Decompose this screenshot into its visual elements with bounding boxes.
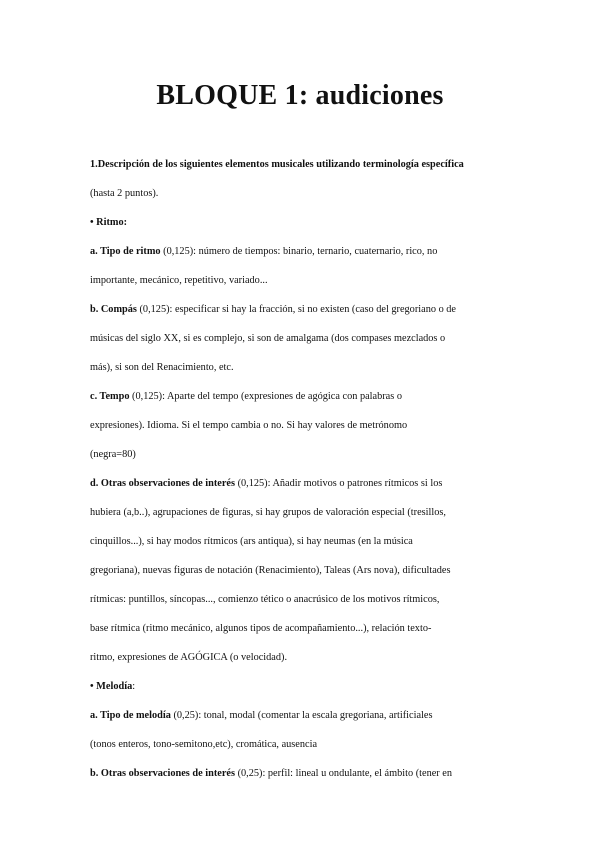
bold-text: d. Otras observaciones de interés <box>90 478 235 489</box>
line-text: más), si son del Renacimiento, etc. <box>90 362 234 373</box>
line-text: gregoriana), nuevas figuras de notación (Renacimiento), Taleas (Ars nova), dificultades <box>90 565 451 576</box>
paragraph-line <box>90 566 451 576</box>
paragraph-line <box>90 247 437 257</box>
paragraph-line <box>90 711 432 721</box>
paragraph-line <box>90 537 413 547</box>
line-text: (0,125): Añadir motivos o patrones rítmicos si los <box>235 478 443 489</box>
paragraph-line <box>90 421 407 431</box>
paragraph-line <box>90 624 431 634</box>
paragraph-line <box>90 334 445 344</box>
line-text: hubiera (a,b..), agrupaciones de figuras, si hay grupos de valoración especial (tresillos, <box>90 507 446 518</box>
line-text: (0,125): especificar si hay la fracción, si no existen (caso del gregoriano o de <box>136 304 457 315</box>
bold-text: b. Compás <box>90 304 137 315</box>
line-text: (0,25): perfil: lineal u ondulante, el ámbito (tener en <box>235 768 453 779</box>
line-text: (0,125): Aparte del tempo (expresiones de agógica con palabras o <box>129 391 402 402</box>
line-text: base rítmica (ritmo mecánico, algunos tipos de acompañamiento...), relación texto- <box>90 623 432 634</box>
paragraph-line <box>90 160 464 170</box>
bold-text: • Melodía <box>90 681 133 692</box>
document-title: BLOQUE 1: audiciones <box>156 80 444 111</box>
bold-text: b. Otras observaciones de interés <box>90 768 235 779</box>
bold-text: a. Tipo de ritmo <box>90 246 161 257</box>
line-text: rítmicas: puntillos, síncopas..., comienzo tético o anacrúsico de los motivos rítmicos, <box>90 594 440 605</box>
bold-text: 1.Descripción de los siguientes elementos musicales utilizando terminología específica <box>90 159 464 170</box>
section-heading-ritmo <box>90 218 127 228</box>
bold-text: • Ritmo: <box>90 217 128 228</box>
section-heading-melodia <box>90 682 135 692</box>
paragraph-line <box>90 740 317 750</box>
bold-text: c. Tempo <box>90 391 130 402</box>
paragraph-line <box>90 595 439 605</box>
paragraph-line <box>90 479 442 489</box>
line-text: (0,25): tonal, modal (comentar la escala gregoriana, artificiales <box>170 710 433 721</box>
paragraph-line <box>90 276 268 286</box>
paragraph-line <box>90 305 456 315</box>
paragraph-line <box>90 189 158 199</box>
line-text: importante, mecánico, repetitivo, variado... <box>90 275 268 286</box>
paragraph-line <box>90 508 446 518</box>
line-text: expresiones). Idioma. Si el tempo cambia o no. Si hay valores de metrónomo <box>90 420 408 431</box>
line-text: cinquillos...), si hay modos rítmicos (ars antiqua), si hay neumas (en la música <box>90 536 413 547</box>
line-text: (0,125): número de tiempos: binario, ternario, cuaternario, rico, no <box>160 246 438 257</box>
paragraph-line <box>90 363 234 373</box>
paragraph-line <box>90 450 136 460</box>
line-text: (negra=80) <box>90 449 136 460</box>
paragraph-line <box>90 769 452 779</box>
line-text: : <box>132 681 136 692</box>
line-text: ritmo, expresiones de AGÓGICA (o velocidad). <box>90 652 288 663</box>
paragraph-line <box>90 392 402 402</box>
paragraph-line <box>90 653 287 663</box>
line-text: (tonos enteros, tono-semitono,etc), cromática, ausencia <box>90 739 318 750</box>
line-text: (hasta 2 puntos). <box>90 188 159 199</box>
bold-text: a. Tipo de melodía <box>90 710 171 721</box>
line-text: músicas del siglo XX, si es complejo, si son de amalgama (dos compases mezclados o <box>90 333 446 344</box>
